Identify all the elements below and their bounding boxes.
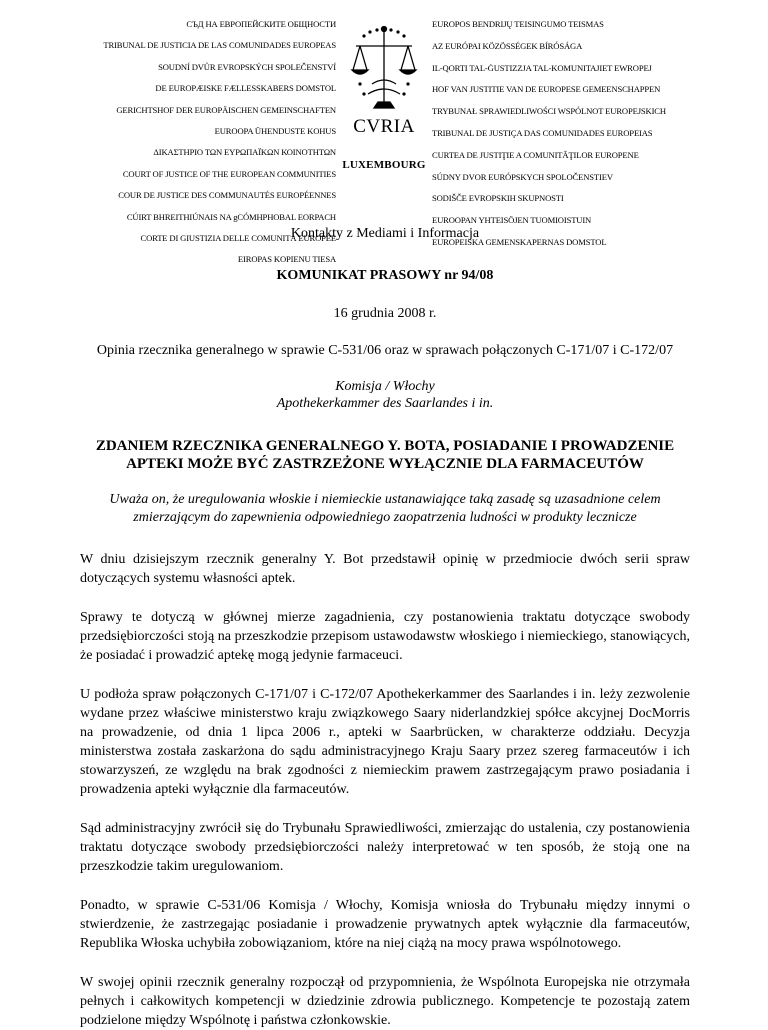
court-name-line: IL-QORTI TAL-ĠUSTIZZJA TAL-KOMUNITAJIET EWROPEJ (432, 62, 652, 73)
body-paragraph: Ponadto, w sprawie C-531/06 Komisja / Włochy, Komisja wniosła do Trybunału między innymi o stwierdzenie, że zastrzegając posiadanie i prowadzenie prywatnych aptek wyłącznie dla farmaceutów, Republika Włoska uchybiła zobowiązaniom, które na niej ciążą na mocy prawa wspólnotowego. (80, 898, 690, 951)
court-name-line: SÚDNY DVOR EURÓPSKYCH SPOLOČENSTIEV (432, 171, 613, 182)
body-paragraph: Sprawy te dotyczą w głównej mierze zagadnienia, czy postanowienia traktatu dotyczące swobody przedsiębiorczości stoją na przeszkodzie przepisom ustawodawstw włoskiego i niemieckiego, stanowiących, że posiadać i prowadzić aptekę mogą jedynie farmaceuci. (80, 610, 690, 663)
court-name-line: CÚIRT BHREITHIÚNAIS NA gCÓMHPHOBAL EORPACH (126, 211, 336, 222)
court-name-line: CORTE DI GIUSTIZIA DELLE COMUNITÀ EUROPEE (140, 233, 336, 244)
court-name-line: TRIBUNAL DE JUSTICIA DE LAS COMUNIDADES EUROPEAS (103, 40, 336, 51)
court-name-line: HOF VAN JUSTITIE VAN DE EUROPESE GEMEENSCHAPPEN (432, 84, 661, 95)
body-paragraph: U podłoża spraw połączonych C-171/07 i C-172/07 Apothekerkammer des Saarlandes i in. leży zezwolenie wydane przez właściwe ministerstwo kraju związkowego Saary niderlandzkiej spółce akcyjnej DocMorris na prowadzenie, od dnia 1 lipca 2006 r., apteki w Saarbrücken, w charakterze oddziału. Decyzja ministerstwa została zaskarżona do sądu administracyjnego Kraju Saary przez szereg farmaceutów i ich stowarzyszeń, ze względu na brak zgodności z niemieckim prawem zastrzegającym prawo posiadania i prowadzenia apteki wyłącznie dla farmaceutów. (80, 687, 690, 797)
city-name: LUXEMBOURG (342, 159, 426, 171)
party-line: Komisja / Włochy (335, 379, 435, 394)
opinion-case-line: Opinia rzecznika generalnego w sprawie C-531/06 oraz w sprawach połączonych C-171/07 i C-172/07 (96, 343, 674, 358)
headline: ZDANIEM RZECZNIKA GENERALNEGO Y. BOTA, POSIADANIE I PROWADZENIE APTEKI MOŻE BYĆ ZASTRZEŻONE WYŁĄCZNIE DLA FARMACEUTÓW (95, 438, 675, 472)
body-paragraph: W swojej opinii rzecznik generalny rozpoczął od przypomnienia, że Wspólnota Europejska nie otrzymała pełnych i całkowitych kompetencji w dziedzinie zdrowia publicznego. Kompetencje te pozostają zatem podzielone między Wspólnotę i państwa członkowskie. (80, 975, 690, 1028)
party-line: Apothekerkammer des Saarlandes i in. (276, 396, 494, 411)
court-name-line: SODIŠČE EVROPSKIH SKUPNOSTI (432, 193, 564, 204)
press-release-number: KOMUNIKAT PRASOWY nr 94/08 (276, 268, 494, 283)
contact-heading: Kontakty z Mediami i Informacja (290, 226, 480, 241)
body-paragraph: W dniu dzisiejszym rzecznik generalny Y. Bot przedstawił opinię w przedmiocie dwóch serii spraw dotyczących systemu własności aptek. (80, 552, 690, 586)
court-name-line: EIROPAS KOPIENU TIESA (237, 254, 336, 265)
release-date: 16 grudnia 2008 r. (333, 306, 437, 321)
court-name-line: CURTEA DE JUSTIŢIE A COMUNITĂŢILOR EUROPENE (432, 149, 639, 160)
subheadline: Uważa on, że uregulowania włoskie i niemieckie ustanawiające taką zasadę są uzasadnione celem zmierzającym do zapewnienia odpowiedniego zaopatrzenia ludności w produkty lecznicze (109, 492, 661, 525)
court-name-line: SOUDNÍ DVŮR EVROPSKÝCH SPOLEČENSTVÍ (158, 61, 336, 72)
court-emblem (336, 18, 432, 188)
court-name-line: EUROPOS BENDRIJŲ TEISINGUMO TEISMAS (432, 19, 604, 29)
court-name-line: EUROOPA ÜHENDUSTE KOHUS (214, 126, 336, 137)
court-name-line: ΔΙΚΑΣΤΗΡΙΟ ΤΩΝ ΕΥΡΩΠΑΪΚΩΝ ΚΟΙΝΟΤΗΤΩΝ (153, 147, 336, 158)
court-name-line: EUROPEISKA GEMENSKAPERNAS DOMSTOL (432, 236, 607, 247)
body-paragraph: Sąd administracyjny zwrócił się do Trybunału Sprawiedliwości, zmierzając do ustalenia, czy postanowienia traktatu dotyczące swobody przedsiębiorczości należy interpretować w ten sposób, że stoją one na przeszkodzie takim uregulowaniom. (80, 821, 690, 874)
court-name-line: DE EUROPÆISKE FÆLLESSKABERS DOMSTOL (155, 83, 336, 94)
scales-of-justice-icon (350, 24, 418, 116)
court-name-line: TRYBUNAŁ SPRAWIEDLIWOŚCI WSPÓLNOT EUROPEJSKICH (432, 106, 666, 117)
court-name-line: TRIBUNAL DE JUSTIÇA DAS COMUNIDADES EUROPEIAS (432, 127, 653, 138)
court-name-line: GERICHTSHOF DER EUROPÄISCHEN GEMEINSCHAFTEN (116, 104, 336, 115)
court-name-line: COUR DE JUSTICE DES COMMUNAUTÉS EUROPÉENNES (118, 190, 336, 201)
court-name-line: AZ EURÓPAI KÖZÖSSÉGEK BÍRÓSÁGA (432, 40, 583, 51)
court-name-line: COURT OF JUSTICE OF THE EUROPEAN COMMUNITIES (122, 168, 336, 179)
press-release-body (80, 218, 690, 1030)
court-name-line: СЪД НА ЕВРОПЕЙСКИТЕ ОБЩНОСТИ (186, 19, 336, 29)
court-name-line: EUROOPAN YHTEISÖJEN TUOMIOISTUIN (432, 215, 592, 226)
case-parties (80, 378, 690, 412)
curia-wordmark: CVRIA (353, 116, 415, 137)
